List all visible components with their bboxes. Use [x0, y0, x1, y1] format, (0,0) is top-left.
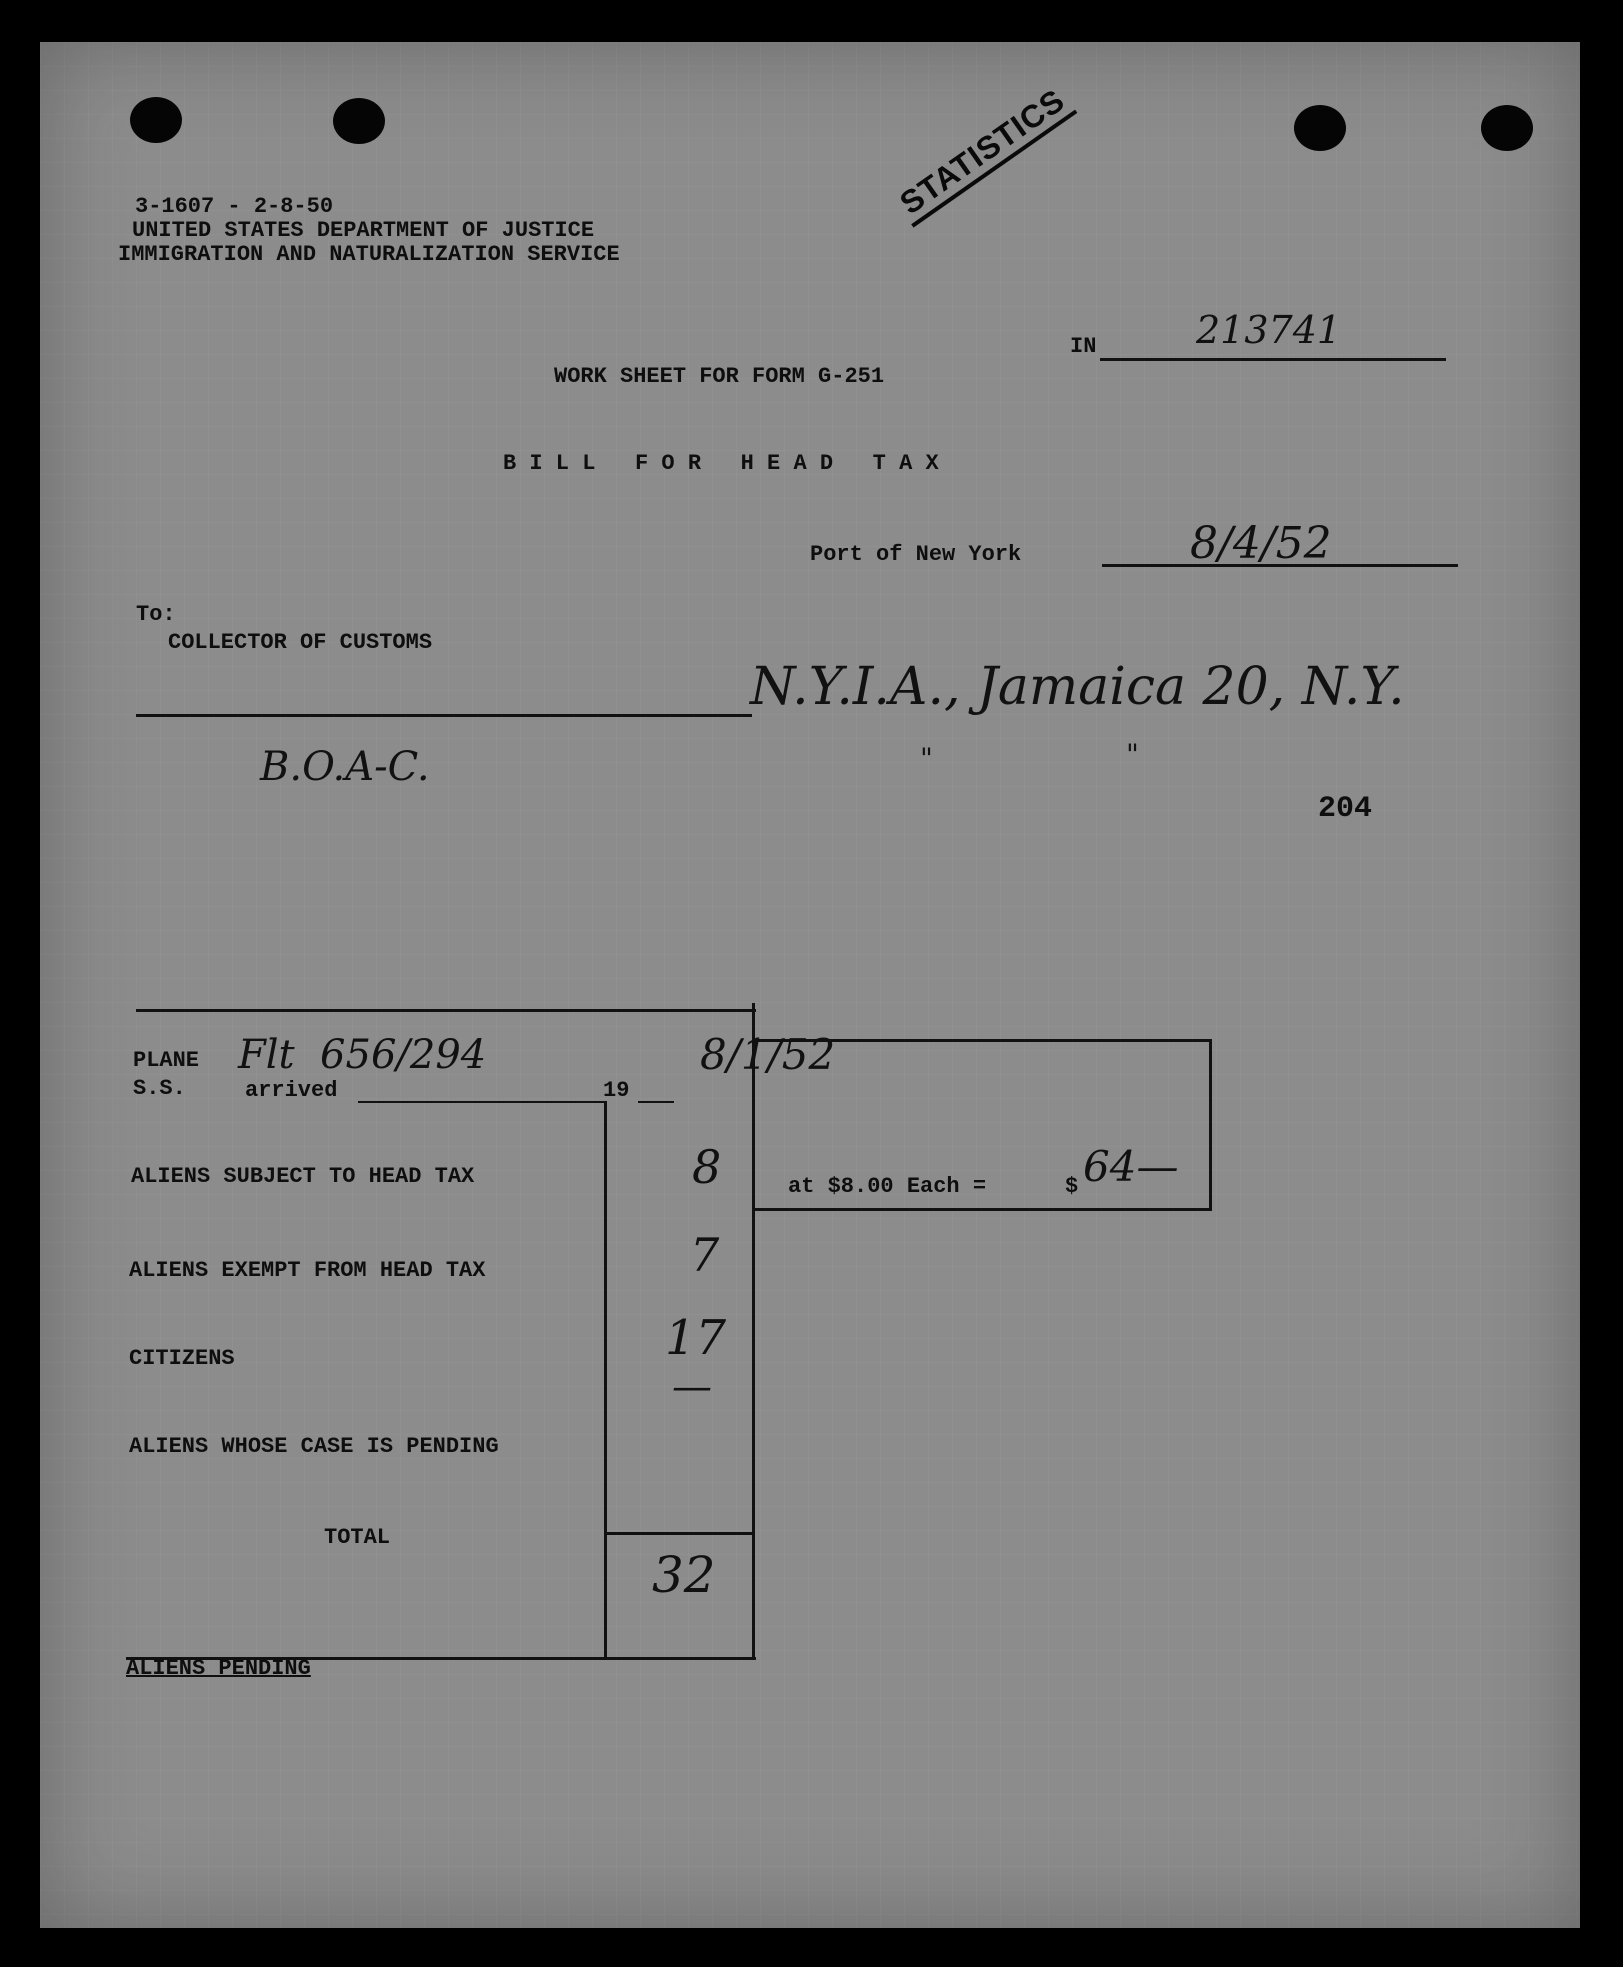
aliens-pending-footer: ALIENS PENDING	[126, 1656, 311, 1681]
carrier-handwritten: B.O.A-C.	[260, 744, 430, 790]
total-value: 32	[652, 1546, 716, 1604]
district-number: 204	[1318, 792, 1373, 826]
tax-amount-handwritten: 64—	[1083, 1142, 1179, 1191]
collector-line	[136, 714, 752, 717]
punch-hole-4	[1481, 105, 1533, 151]
bill-title: B I L L F O R H E A D T A X	[503, 451, 939, 476]
row-value-citizens: 17	[665, 1310, 727, 1366]
arrived-label: arrived	[245, 1078, 338, 1103]
in-label: IN	[1070, 334, 1097, 359]
in-number-line	[1100, 358, 1446, 361]
department-name: UNITED STATES DEPARTMENT OF JUSTICE	[132, 218, 595, 243]
port-date: 8/4/52	[1190, 518, 1332, 569]
row-label-exempt: ALIENS EXEMPT FROM HEAD TAX	[129, 1258, 486, 1283]
tax-box-bottom	[752, 1208, 1212, 1211]
tax-rate-text: at $8.00 Each =	[788, 1174, 987, 1199]
table-top-line	[136, 1009, 756, 1012]
punch-hole-1	[130, 97, 182, 143]
service-name: IMMIGRATION AND NATURALIZATION SERVICE	[118, 242, 620, 267]
row-label-citizens: CITIZENS	[129, 1346, 235, 1371]
arrived-underline	[358, 1101, 604, 1103]
ditto-mark-1: "	[920, 742, 933, 775]
address-handwritten: N.Y.I.A., Jamaica 20, N.Y.	[750, 657, 1405, 717]
form-code: 3-1607 - 2-8-50	[135, 194, 334, 219]
statistics-stamp: STATISTICS	[890, 79, 1077, 227]
tax-dollar-sign: $	[1065, 1174, 1079, 1199]
collector-label: COLLECTOR OF CUSTOMS	[168, 630, 433, 655]
port-label: Port of New York	[810, 542, 1022, 567]
row-label-subject: ALIENS SUBJECT TO HEAD TAX	[131, 1164, 475, 1189]
arrival-date-handwritten: 8/1/52	[700, 1030, 836, 1079]
row-label-pending: ALIENS WHOSE CASE IS PENDING	[129, 1434, 499, 1459]
year-prefix: 19	[603, 1078, 630, 1103]
punch-hole-3	[1294, 105, 1346, 151]
work-sheet-title: WORK SHEET FOR FORM G-251	[554, 364, 885, 389]
table-mid-vertical	[752, 1003, 755, 1660]
count-column-left	[604, 1101, 607, 1660]
tax-box-right	[1209, 1039, 1212, 1211]
row-value-pending: —	[672, 1364, 712, 1410]
row-value-subject: 8	[692, 1140, 722, 1194]
plane-label: PLANE	[133, 1048, 200, 1073]
in-number: 213741	[1196, 308, 1342, 352]
ss-label: S.S.	[133, 1076, 186, 1101]
ditto-mark-2: "	[1126, 738, 1139, 771]
punch-hole-2	[333, 98, 385, 144]
to-label: To:	[136, 602, 176, 627]
year-underline	[638, 1101, 674, 1103]
flight-handwritten: Flt 656/294	[238, 1032, 487, 1078]
total-label: TOTAL	[324, 1525, 391, 1550]
row-value-exempt: 7	[690, 1228, 720, 1282]
document-page	[40, 42, 1580, 1928]
total-top-line	[604, 1532, 754, 1535]
